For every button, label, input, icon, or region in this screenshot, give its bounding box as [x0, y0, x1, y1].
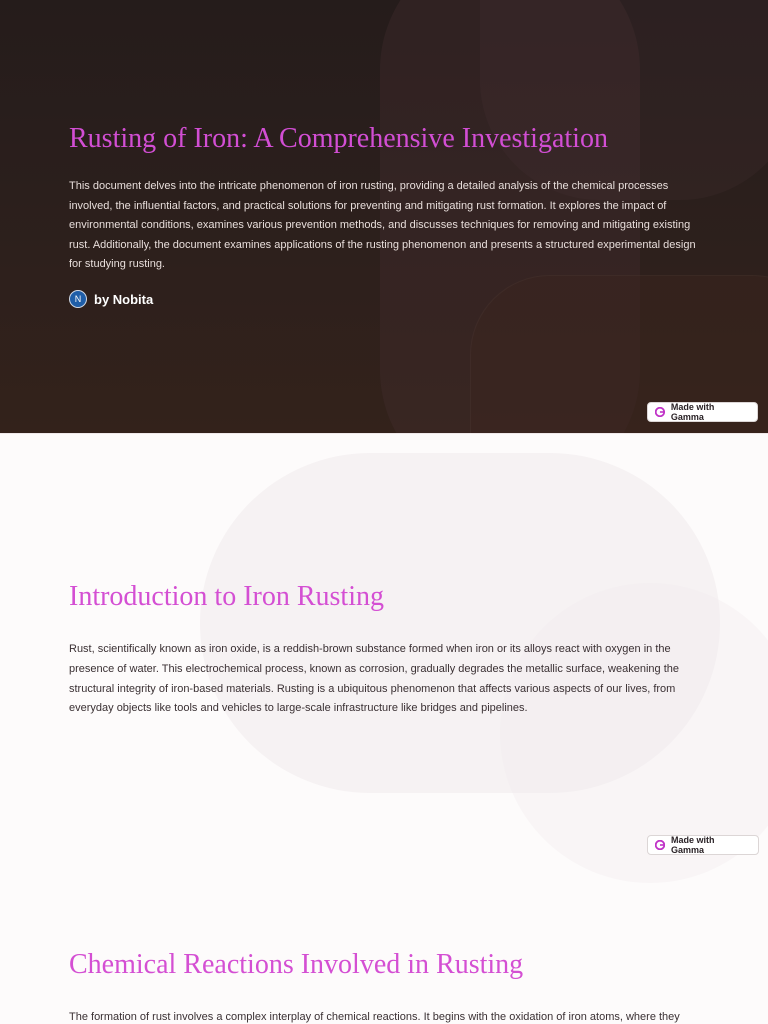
author-byline — [69, 289, 153, 309]
section-heading-chemical-reactions: Chemical Reactions Involved in Rusting — [69, 949, 524, 980]
author-name: by Nobita — [94, 291, 154, 307]
made-with-gamma-button[interactable] — [647, 835, 759, 855]
made-with-gamma-button[interactable] — [647, 402, 758, 422]
hero-description: This document delves into the intricate phenomenon of iron rusting, providing a detailed analysis of the chemical processes involved, the influential factors, and practical solutions for preventing and mitigating rust formation. It explores the impact of environmental conditions, examines various prevention methods, and discusses techniques for removing and mitigating existing rust. Additionally, the document examines applications of the rusting phenomenon and presents a structured experimental design for studying rusting. — [69, 180, 696, 271]
gamma-logo-icon — [655, 840, 665, 850]
slide-divider — [0, 433, 768, 434]
page-title: Rusting of Iron: A Comprehensive Investigation — [69, 123, 608, 154]
badge-label: Made with Gamma — [671, 835, 715, 855]
badge-label: Made with Gamma — [670, 402, 715, 422]
hero-slide — [0, 0, 768, 433]
section-text-introduction: Rust, scientifically known as iron oxide, is a reddish-brown substance formed when iron or its alloys react with oxygen in the presence of water. This electrochemical process, known as corrosion, gradually degrades the metallic surface, weakening the structural integrity of iron-based materials. Rusting is a ubiquitous phenomenon that affects various aspects of our lives, from everyday objects like tools and vehicles to large-scale infrastructure like bridges and pipelines. — [69, 643, 680, 715]
gamma-logo-icon — [655, 407, 665, 417]
section-text-chemical-reactions: The formation of rust involves a complex interplay of chemical reactions. It begins with the oxidation of iron atoms, where they — [69, 1011, 680, 1023]
decorative-shape — [480, 0, 768, 200]
avatar: N — [69, 290, 87, 308]
content-slides — [0, 433, 768, 1024]
section-heading-introduction: Introduction to Iron Rusting — [69, 581, 384, 612]
